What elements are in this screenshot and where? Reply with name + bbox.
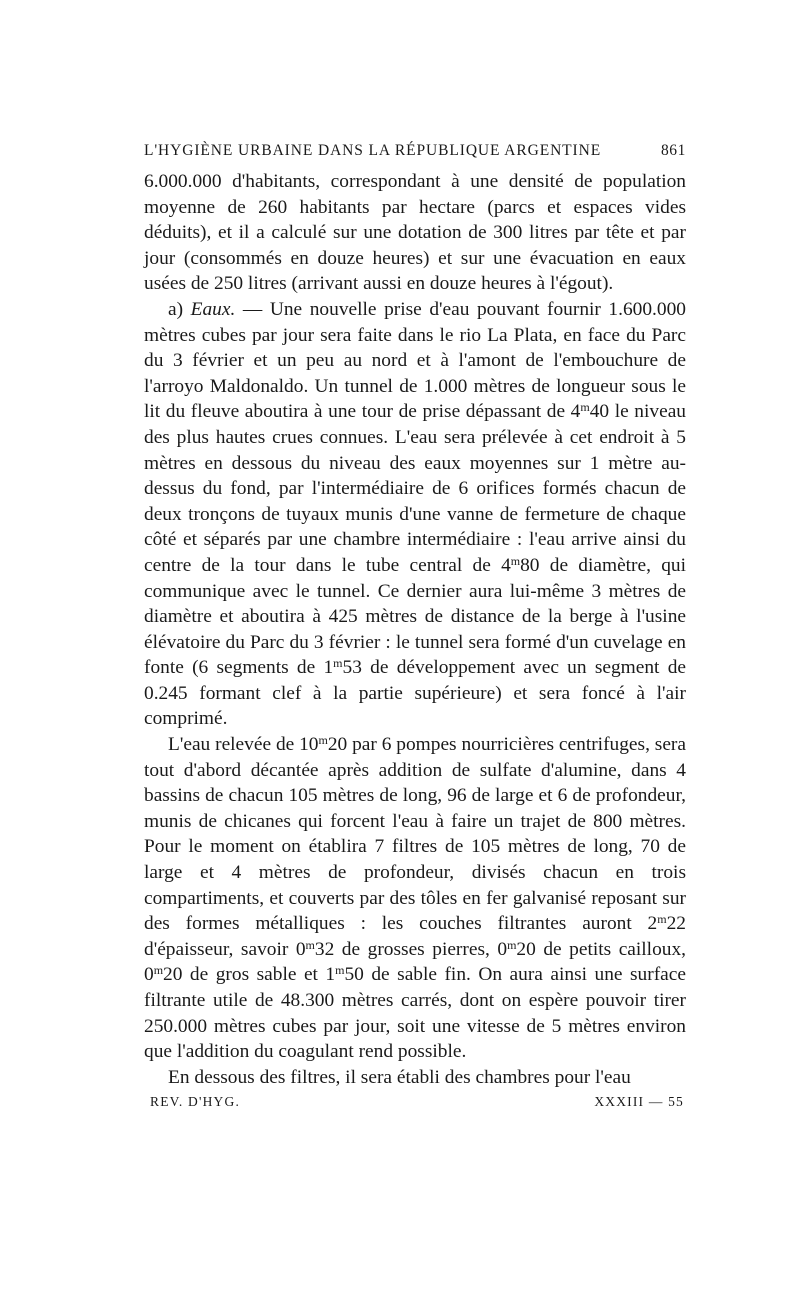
- paragraph-eaux-text-1: — Une nouvelle prise d'eau pouvant fournir 1.600.000 mètres cubes par jour sera faite dans le rio La Plata, en face du Parc du 3 février et un peu au nord et à l'amont de l'embouchure de l'arroyo Maldonaldo. Un tunnel de 1.000 mètres de longueur sous le lit du fleuve aboutira à une tour de prise dépassant de 4: [144, 298, 686, 423]
- paragraph-3-text-3: 22 d'épaisseur, savoir 0: [144, 913, 686, 960]
- unit-superscript: m: [335, 963, 345, 978]
- unit-superscript: m: [657, 912, 667, 927]
- paragraph-3-text-6: 20 de gros sable et 1: [163, 964, 336, 986]
- body-text: [144, 169, 686, 1090]
- journal-signature: REV. D'HYG.: [150, 1094, 241, 1110]
- paragraph-eaux-text-4: 53 de développement avec un segment de 0.245 formant clef à la partie supérieure) et sera foncé à l'air comprimé.: [144, 657, 686, 730]
- paragraph-1: [144, 169, 686, 297]
- paragraph-3-text-7: 50 de sable fin. On aura ainsi une surface filtrante utile de 48.300 mètres carrés, dont on espère pouvoir tirer 250.000 mètres cubes par jour, soit une vitesse de 5 mètres environ que l'addition du coagulant rend possible.: [144, 964, 686, 1063]
- paragraph-eaux: [144, 297, 686, 732]
- section-label: Eaux.: [190, 298, 236, 320]
- unit-superscript: m: [318, 733, 328, 748]
- page-number: 861: [660, 142, 686, 159]
- paragraph-4: [144, 1065, 686, 1091]
- paragraph-1-text: 6.000.000 d'habitants, correspondant à une densité de population moyenne de 260 habitants par hectare (parcs et espaces vides déduits), et il a calculé sur une dotation de 300 litres par tête et par jour (consommés en douze heures) et sur une évacuation en eaux usées de 250 litres (arrivant aussi en douze heures à l'égout).: [144, 171, 686, 295]
- paragraph-3: [144, 732, 686, 1065]
- unit-superscript: m: [305, 937, 315, 952]
- paragraph-3-text-1: L'eau relevée de 10: [168, 734, 319, 756]
- section-marker: a): [168, 298, 191, 320]
- paragraph-4-text: En dessous des filtres, il sera établi des chambres pour l'eau: [168, 1066, 631, 1088]
- running-title: L'HYGIÈNE URBAINE DANS LA RÉPUBLIQUE ARGENTINE: [144, 142, 602, 159]
- page: [144, 133, 686, 1110]
- page-footer: [144, 1094, 686, 1110]
- running-header: [144, 133, 686, 169]
- unit-superscript: m: [507, 937, 517, 952]
- paragraph-3-text-4: 32 de grosses pierres, 0: [314, 938, 508, 960]
- unit-superscript: m: [153, 963, 164, 978]
- volume-signature: XXXIII — 55: [594, 1094, 684, 1110]
- unit-superscript: m: [580, 400, 590, 415]
- paragraph-eaux-text-2: 40 le niveau des plus hautes crues connues. L'eau sera prélevée à cet endroit à 5 mètres en dessous du niveau des eaux moyennes sur 1 mètre au-dessus du fond, par l'intermédiaire de 6 orifices formés chacun de deux tronçons de tuyaux munis d'une vanne de fermeture de chaque côté et séparés par une chambre intermédiaire : l'eau arrive ainsi du centre de la tour dans le tube central de 4: [144, 401, 686, 576]
- paragraph-eaux-text-3: 80 de diamètre, qui communique avec le tunnel. Ce dernier aura lui-même 3 mètres de diamètre et aboutira à 425 mètres de distance de la berge à l'usine élévatoire du Parc du 3 février : le tunnel sera formé d'un cuvelage en fonte (6 segments de 1: [144, 554, 686, 679]
- unit-superscript: m: [333, 656, 343, 671]
- paragraph-3-text-5: 20 de petits cailloux, 0: [144, 938, 687, 986]
- paragraph-3-text-2: 20 par 6 pompes nourricières centrifuges, sera tout d'abord décantée après addition de sulfate d'alumine, dans 4 bassins de chacun 105 mètres de long, 96 de large et 6 de profondeur, munis de chicanes qui forcent l'eau à faire un trajet de 800 mètres. Pour le moment on établira 7 filtres de 105 mètres de long, 70 de large et 4 mètres de profondeur, divisés chacun en trois compartiments, et couverts par des tôles en fer galvanisé reposant sur des formes métalliques : les couches filtrantes auront 2: [144, 734, 686, 935]
- unit-superscript: m: [510, 553, 521, 568]
